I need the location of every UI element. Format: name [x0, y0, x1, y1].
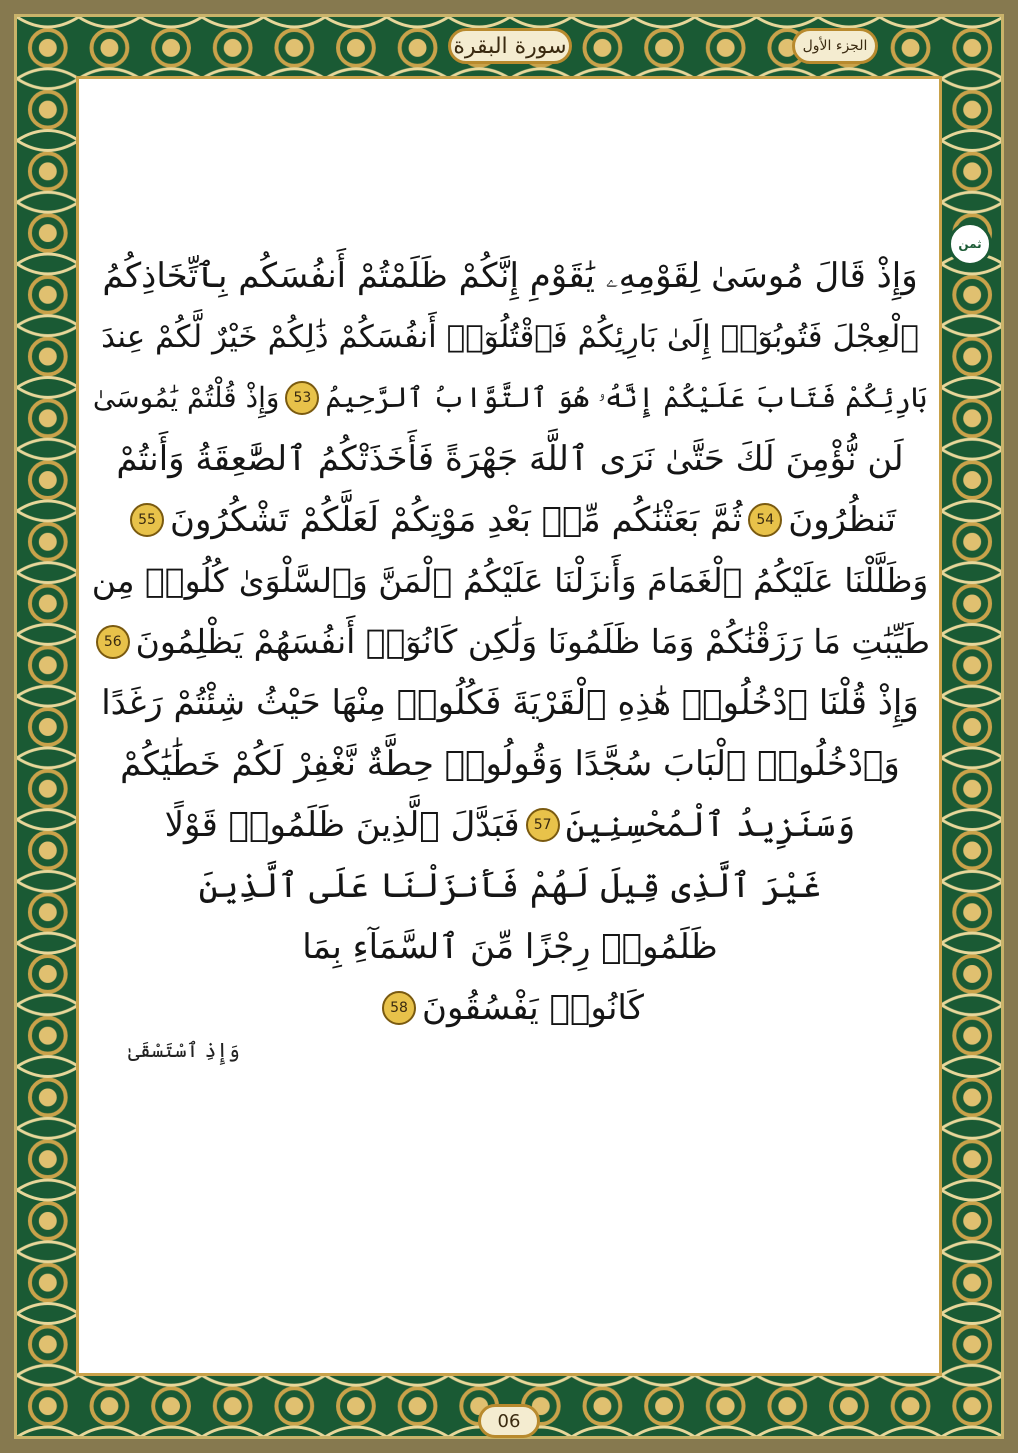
verse-text: وَٱدْخُلُوا۟ ٱلْبَابَ سُجَّدًا وَقُولُوا۟ حِطَّةٌ نَّغْفِرْ لَكُمْ خَطَٰيَٰكُمْ	[120, 743, 900, 784]
verse-text: ظَلَمُوا۟ رِجْزًا مِّنَ ٱلسَّمَآءِ بِمَا	[302, 927, 718, 967]
verse-line	[90, 306, 930, 367]
verse-text: وَإِذْ قَالَ مُوسَىٰ لِقَوْمِهِۦ يَٰقَوْمِ إِنَّكُمْ ظَلَمْتُمْ أَنفُسَكُم بِٱتِّخَاذِكُمُ	[102, 256, 918, 296]
juz-label: الجزء الأول	[792, 28, 878, 64]
verse-text: طَيِّبَٰتِ مَا رَزَقْنَٰكُمْ وَمَا ظَلَمُونَا وَلَٰكِن كَانُوٓا۟ أَنفُسَهُمْ يَظْلِمُونَ	[135, 622, 930, 661]
verse-line	[90, 611, 930, 672]
verse-line	[90, 794, 930, 855]
surah-title: سورة البقرة	[448, 28, 572, 64]
verse-line	[90, 245, 930, 306]
page-number: 06	[478, 1404, 540, 1438]
verse-text: كَانُوا۟ يَفْسُقُونَ	[422, 987, 644, 1028]
verse-line	[90, 733, 930, 794]
verse-line	[90, 489, 930, 550]
verse-text: غَيْرَ ٱلَّذِى قِيلَ لَهُمْ فَأَنزَلْنَا عَلَى ٱلَّذِينَ	[198, 866, 822, 906]
verse-text: بَارِئِكُمْ فَتَابَ عَلَيْكُمْ إِنَّهُۥ هُوَ ٱلتَّوَّابُ ٱلرَّحِيمُ	[325, 380, 928, 414]
verse-text: تَنظُرُونَ	[788, 499, 897, 540]
quran-text	[90, 245, 930, 1038]
verse-text: وَسَنَزِيدُ ٱلْمُحْسِنِينَ	[565, 805, 856, 845]
ayah-number-marker: 56	[96, 625, 130, 659]
verse-line	[90, 428, 930, 489]
ayah-number-marker: 54	[748, 503, 782, 537]
ayah-number-marker: 58	[382, 991, 416, 1025]
verse-text: فَبَدَّلَ ٱلَّذِينَ ظَلَمُوا۟ قَوْلًا	[164, 804, 520, 845]
verse-line	[90, 977, 930, 1038]
verse-line	[90, 916, 930, 977]
ayah-number-marker: 57	[526, 808, 560, 842]
ayah-number-marker: 55	[130, 503, 164, 537]
verse-text: وَإِذْ قُلْنَا ٱدْخُلُوا۟ هَٰذِهِ ٱلْقَرْيَةَ فَكُلُوا۟ مِنْهَا حَيْثُ شِئْتُمْ رَغَدًا	[101, 682, 919, 723]
thumn-marker: ثمن	[948, 222, 992, 266]
verse-text: ثُمَّ بَعَثْنَٰكُم مِّنۢ بَعْدِ مَوْتِكُمْ لَعَلَّكُمْ تَشْكُرُونَ	[170, 499, 743, 540]
verse-text: وَإِذْ قُلْتُمْ يَٰمُوسَىٰ	[92, 381, 280, 414]
verse-text: وَظَلَّلْنَا عَلَيْكُمُ ٱلْغَمَامَ وَأَنزَلْنَا عَلَيْكُمُ ٱلْمَنَّ وَٱلسَّلْوَىٰ كُلُوا۟ مِن	[91, 561, 929, 600]
verse-line	[90, 855, 930, 916]
ayah-number-marker: 53	[285, 381, 319, 415]
verse-text: ٱلْعِجْلَ فَتُوبُوٓا۟ إِلَىٰ بَارِئِكُمْ فَٱقْتُلُوٓا۟ أَنفُسَكُمْ ذَٰلِكُمْ خَيْرٌ لَّكُمْ عِندَ	[101, 318, 919, 355]
verse-text: لَن نُّؤْمِنَ لَكَ حَتَّىٰ نَرَى ٱللَّهَ جَهْرَةً فَأَخَذَتْكُمُ ٱلصَّٰعِقَةُ وَأَنتُمْ	[116, 439, 904, 479]
verse-line	[90, 672, 930, 733]
verse-line	[90, 367, 930, 428]
catchword: وَإِذِ ٱسْتَسْقَىٰ	[128, 1038, 240, 1062]
verse-line	[90, 550, 930, 611]
